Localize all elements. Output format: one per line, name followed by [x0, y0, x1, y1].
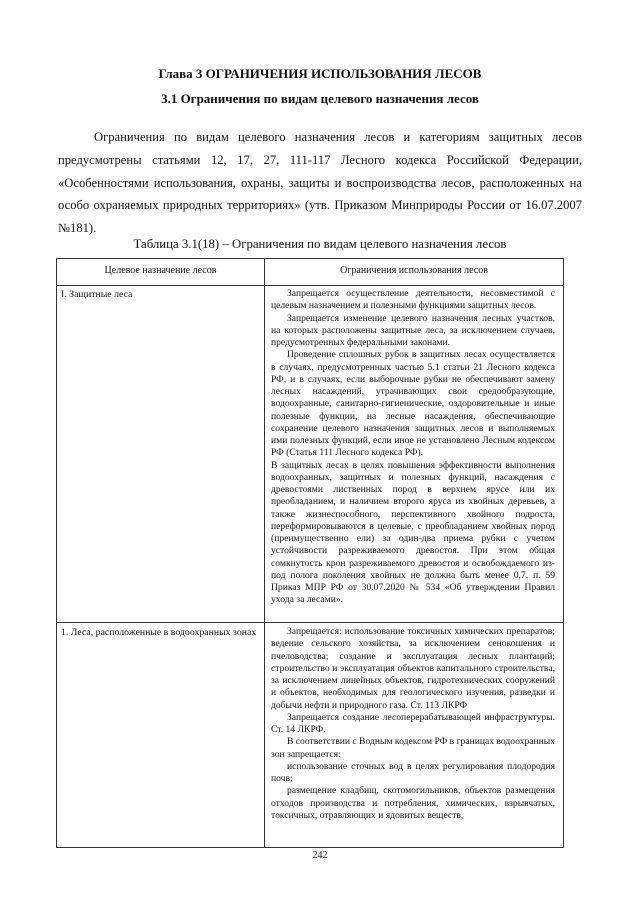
restriction-paragraph: использование сточных вод в целях регулирования плодородия почв; — [271, 760, 555, 784]
row-2-restrictions — [271, 626, 555, 822]
restrictions-table — [56, 258, 564, 848]
row-divider — [57, 622, 563, 623]
section-title: 3.1 Ограничения по видам целевого назначения лесов — [161, 91, 479, 106]
restriction-paragraph: размещение кладбищ, скотомогильников, объектов размещения отходов производства и потребления, химических, взрывчатых, токсичных, отравляющих и ядовитых веществ, — [271, 785, 555, 821]
row-2-purpose: 1. Леса, расположенные в водоохранных зонах — [61, 627, 257, 638]
table-header — [57, 259, 563, 286]
header-purpose: Целевое назначение лесов — [104, 265, 217, 276]
table-caption: Таблица 3.1(18) – Ограничения по видам целевого назначения лесов — [133, 237, 507, 251]
column-divider — [264, 259, 265, 847]
restriction-paragraph: Запрещается осуществление деятельности, несовместимой с целевым назначением и полезными функциями защитных лесов. — [271, 288, 555, 312]
restriction-paragraph: В соответствии с Водным кодексом РФ в границах водоохранных зон запрещается: — [271, 736, 556, 760]
chapter-title: Глава 3 ОГРАНИЧЕНИЯ ИСПОЛЬЗОВАНИЯ ЛЕСОВ — [158, 66, 482, 81]
row-1-restrictions — [271, 288, 555, 607]
page-number: 242 — [312, 850, 328, 861]
header-restrictions: Ограничения использования лесов — [340, 265, 488, 276]
restriction-paragraph: Запрещается: использование токсичных химических препаратов; ведение сельского хозяйства, за исключением сенокошения и пчеловодства; создание и эксплуатация лесных плантаций; строительство и эксплуатация объектов капитального строительства, за исключением линейных объектов, гидротехнических сооружений и объектов, необходимых для геологического изучения, разведки и добычи нефти и природного газа. Ст. 113 ЛКРФ — [271, 626, 555, 711]
intro-paragraph — [58, 126, 582, 240]
restriction-paragraph: Запрещается изменение целевого назначения лесных участков, на которых расположены защитные леса, за исключением случаев, предусмотренных федеральными законами. — [271, 312, 555, 348]
intro-text: Ограничения по видам целевого назначения лесов и категориям защитных лесов предусмотрены статьями 12, 17, 27, 111-117 Лесного кодекса Российской Федерации, «Особенностями использования, охраны, защиты и воспроизводства лесов, расположенных на особо охраняемых природных территориях» (утв. Приказом Минприроды России от 16.07.2007 №181). — [58, 130, 582, 236]
restriction-paragraph: В защитных лесах в целях повышения эффективности выполнения водоохранных, защитных и полезных функций, насаждения с древостоями лиственных пород в верхнем ярусе или их преобладанием, и наличием второго яруса из хвойных деревьев, а также жизнеспособного, перспективного хвойного подроста, переформировываются в целевые, с преобладанием хвойных пород (преимущественно ели) за один-два приема рубки с учетом устойчивости разреживаемого древостоя. При этом общая сомкнутость крон разреживаемого древостоя и освобождаемого из-под полога поколения хвойных не должна быть менее 0,7. п. 59 Приказ МПР РФ от 30.07.2020 № 534 «Об утверждении Правил ухода за лесами». — [271, 459, 555, 606]
row-1-purpose: I. Защитные леса — [61, 289, 133, 300]
restriction-paragraph: Запрещается создание лесоперерабатывающей инфраструктуры. Ст. 14 ЛКРФ. — [271, 711, 555, 735]
restriction-paragraph: Проведение сплошных рубок в защитных лесах осуществляется в случаях, предусмотренных частью 5.1 статьи 21 Лесного кодекса РФ, и в случаях, если выборочные рубки не обеспечивают замену лесных насаждений, утрачивающих свои средообразующие, водоохранные, санитарно-гигиенические, оздоровительные и иные полезные функции, на лесные насаждения, обеспечивающие сохранение целевого назначения защитных лесов и выполняемых ими полезных функций, если иное не установлено Лесным кодексом РФ (Статья 111 Лесного кодекса РФ). — [271, 349, 555, 459]
